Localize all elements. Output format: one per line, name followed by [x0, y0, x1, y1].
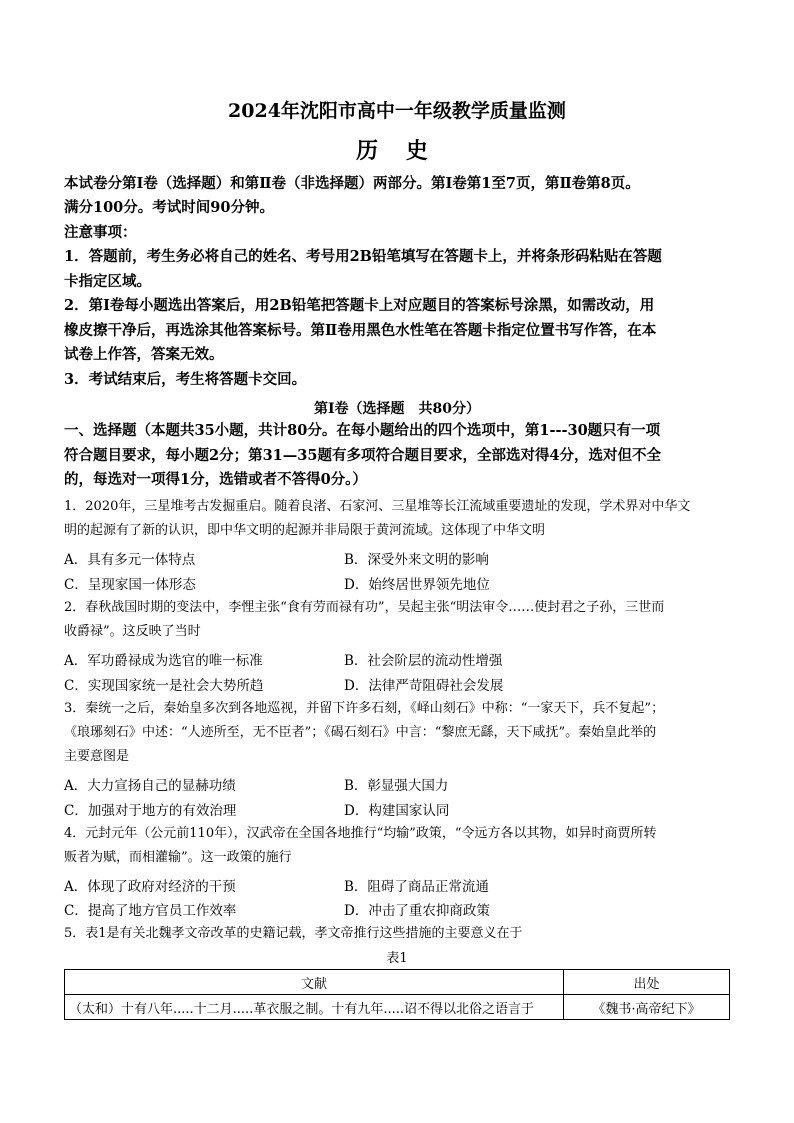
q4-option-d: D．冲击了重农抑商政策: [344, 903, 490, 919]
subject-title: 历 史: [356, 138, 438, 164]
q1-stem-2: 明的起源有了新的认识，即中华文明的起源并非局限于黄河流域。这体现了中华文明: [64, 523, 546, 538]
q1-option-c: C．呈现家国一体形态: [64, 577, 196, 593]
notice-3: 3．考试结束后，考生将答题卡交回。: [64, 371, 307, 388]
notice-1b: 卡指定区域。: [64, 273, 151, 290]
q3-stem-3: 主要意图是: [64, 749, 130, 764]
q4-stem-1: 4．元封元年（公元前110年），汉武帝在全国各地推行“均输”政策，“令远方各以其物，如异时商贾所转: [64, 826, 657, 841]
intro-line-1: 本试卷分第Ⅰ卷（选择题）和第Ⅱ卷（非选择题）两部分。第Ⅰ卷第1至7页，第Ⅱ卷第8页。: [64, 175, 640, 192]
table-header-row: [65, 970, 730, 995]
q4-option-c: C．提高了地方官员工作效率: [64, 903, 237, 919]
table-cell-source: 《魏书·高帝纪下》: [564, 995, 730, 1020]
q4-option-a: A．体现了政府对经济的干预: [64, 879, 236, 895]
notice-title: 注意事项：: [64, 224, 137, 241]
q2-option-c: C．实现国家统一是社会大势所趋: [64, 678, 264, 694]
q4-stem-2: 贩者为赋，而相灌输”。这一政策的施行: [64, 850, 292, 865]
q2-option-d: D．法律严苛阻碍社会发展: [344, 678, 504, 694]
table-header-source: 出处: [564, 970, 730, 995]
q2-stem-2: 收爵禄”。这反映了当时: [64, 624, 201, 639]
q2-option-a: A．军功爵禄成为选官的唯一标准: [64, 653, 263, 669]
q4-option-b: B．阻碍了商品正常流通: [344, 879, 489, 895]
q3-option-b: B．彰显强大国力: [344, 778, 449, 794]
table-header-document: 文献: [65, 970, 564, 995]
q1-stem-1: 1．2020年，三星堆考古发掘重启。随着良渚、石家河、三星堆等长江流域重要遗址的发现，学术界对中华文: [64, 499, 691, 514]
notice-2b: 橡皮擦干净后，再选涂其他答案标号。第Ⅱ卷用黑色水性笔在答题卡指定位置书写作答，在本: [64, 322, 657, 339]
q2-option-b: B．社会阶层的流动性增强: [344, 653, 503, 669]
q2-stem-1: 2．春秋战国时期的变法中，李悝主张“食有劳而禄有功”，吴起主张“明法审令……使封君之子孙，三世而: [64, 600, 665, 615]
q3-stem-2: 《琅琊刻石》中述：“人迹所至，无不臣者”；《碣石刻石》中言：“黎庶无繇，天下咸抚”。秦始皇此举的: [64, 725, 657, 740]
q3-option-c: C．加强对于地方的有效治理: [64, 803, 237, 819]
table-row: [65, 995, 730, 1020]
q1-option-b: B．深受外来文明的影响: [344, 552, 489, 568]
table-cell-document: （太和）十有八年.....十二月.....革衣服之制。十有九年.....诏不得以北俗之语言于: [65, 995, 564, 1020]
intro-line-2: 满分100分。考试时间90分钟。: [64, 199, 274, 216]
source-table: [64, 969, 730, 1020]
table-caption: 表1: [386, 951, 408, 966]
q1-option-a: A．具有多元一体特点: [64, 552, 196, 568]
q3-stem-1: 3．秦统一之后，秦始皇多次到各地巡视，并留下许多石刻，《峄山刻石》中称：“一家天下，兵不复起”；: [64, 701, 665, 716]
q5-stem-1: 5．表1是有关北魏孝文帝改革的史籍记载，孝文帝推行这些措施的主要意义在于: [64, 926, 523, 941]
instructions-1: 一、选择题（本题共35小题，共计80分。在每小题给出的四个选项中，第1---30题只有一项: [64, 422, 661, 439]
notice-1a: 1．答题前，考生务必将自己的姓名、考号用2B铅笔填写在答题卡上，并将条形码粘贴在答题: [64, 248, 662, 265]
notice-2a: 2．第Ⅰ卷每小题选出答案后，用2B铅笔把答题卡上对应题目的答案标号涂黑，如需改动，用: [64, 297, 655, 314]
q3-option-a: A．大力宣扬自己的显赫功绩: [64, 778, 236, 794]
instructions-2: 符合题目要求，每小题2分；第31—35题有多项符合题目要求，全部选对得4分，选对但不全: [64, 447, 662, 464]
q3-option-d: D．构建国家认同: [344, 803, 450, 819]
q1-option-d: D．始终居世界领先地位: [344, 577, 490, 593]
instructions-3: 的，每选对一项得1分，选错或者不答得0分。）: [64, 471, 367, 488]
exam-title: 2024年沈阳市高中一年级教学质量监测: [228, 100, 566, 122]
notice-2c: 试卷上作答，答案无效。: [64, 346, 224, 363]
part1-heading: 第Ⅰ卷（选择题 共80分）: [313, 401, 481, 417]
